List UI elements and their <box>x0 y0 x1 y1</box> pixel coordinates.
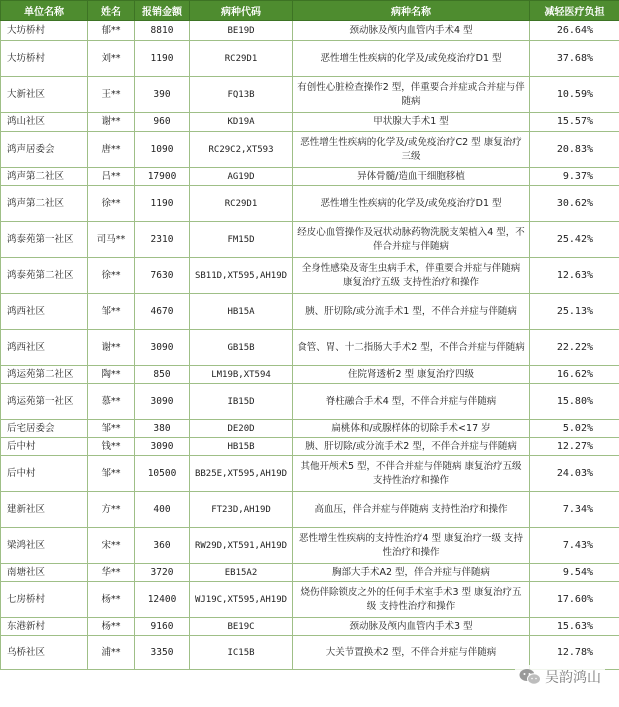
reduction-cell: 12.78% <box>530 636 619 670</box>
table-row <box>1 528 619 564</box>
unit-cell: 鸿西社区 <box>1 330 88 366</box>
name-cell: 华** <box>88 564 135 582</box>
reduction-cell: 20.83% <box>530 132 619 168</box>
code-cell: RW29D,XT591,AH19D <box>190 528 293 564</box>
disease-cell: 脊柱融合手术4 型，不伴合并症与伴随病 <box>293 384 530 420</box>
wechat-icon <box>519 668 541 686</box>
unit-cell: 鸿声居委会 <box>1 132 88 168</box>
table-row <box>1 564 619 582</box>
table-row <box>1 168 619 186</box>
table-row <box>1 258 619 294</box>
table-header-row <box>1 1 619 21</box>
disease-cell: 恶性增生性疾病的化学及/或免疫治疗C2 型 康复治疗三级 <box>293 132 530 168</box>
code-cell: HB15B <box>190 438 293 456</box>
code-cell: BB25E,XT595,AH19D <box>190 456 293 492</box>
unit-cell: 鸿运苑第一社区 <box>1 384 88 420</box>
code-cell: IB15D <box>190 384 293 420</box>
amount-cell: 8810 <box>135 21 190 41</box>
reduction-cell: 9.54% <box>530 564 619 582</box>
name-cell: 邹** <box>88 420 135 438</box>
header-name: 姓名 <box>88 1 135 21</box>
amount-cell: 3720 <box>135 564 190 582</box>
unit-cell: 后宅居委会 <box>1 420 88 438</box>
disease-cell: 大关节置换术2 型，不伴合并症与伴随病 <box>293 636 530 670</box>
reduction-cell: 15.57% <box>530 113 619 132</box>
disease-cell: 经皮心血管操作及冠状动脉药物洗脱支架植入4 型，不伴合并症与伴随病 <box>293 222 530 258</box>
table-row <box>1 618 619 636</box>
table-row <box>1 438 619 456</box>
name-cell: 杨** <box>88 582 135 618</box>
amount-cell: 10500 <box>135 456 190 492</box>
name-cell: 方** <box>88 492 135 528</box>
name-cell: 陶** <box>88 366 135 384</box>
disease-cell: 恶性增生性疾病的化学及/或免疫治疗D1 型 <box>293 186 530 222</box>
code-cell: WJ19C,XT595,AH19D <box>190 582 293 618</box>
unit-cell: 南塘社区 <box>1 564 88 582</box>
disease-cell: 有创性心脏检查操作2 型，伴重要合并症或合并症与伴随病 <box>293 77 530 113</box>
name-cell: 司马** <box>88 222 135 258</box>
code-cell: RC29D1 <box>190 41 293 77</box>
amount-cell: 3350 <box>135 636 190 670</box>
disease-cell: 胸部大手术A2 型，伴合并症与伴随病 <box>293 564 530 582</box>
amount-cell: 4670 <box>135 294 190 330</box>
unit-cell: 大新社区 <box>1 77 88 113</box>
reduction-cell: 30.62% <box>530 186 619 222</box>
unit-cell: 后中村 <box>1 438 88 456</box>
code-cell: BE19C <box>190 618 293 636</box>
table-row <box>1 41 619 77</box>
disease-cell: 异体骨髓/造血干细胞移植 <box>293 168 530 186</box>
disease-cell: 其他开颅术5 型，不伴合并症与伴随病 康复治疗五级 支持性治疗和操作 <box>293 456 530 492</box>
name-cell: 郁** <box>88 21 135 41</box>
reduction-cell: 10.59% <box>530 77 619 113</box>
table-row <box>1 77 619 113</box>
reduction-cell: 7.43% <box>530 528 619 564</box>
table-row <box>1 222 619 258</box>
code-cell: LM19B,XT594 <box>190 366 293 384</box>
name-cell: 钱** <box>88 438 135 456</box>
table-row <box>1 492 619 528</box>
name-cell: 邹** <box>88 456 135 492</box>
name-cell: 刘** <box>88 41 135 77</box>
table-row <box>1 113 619 132</box>
unit-cell: 鸿泰苑第一社区 <box>1 222 88 258</box>
reduction-cell: 12.27% <box>530 438 619 456</box>
table-row <box>1 186 619 222</box>
code-cell: RC29C2,XT593 <box>190 132 293 168</box>
name-cell: 浦** <box>88 636 135 670</box>
name-cell: 谢** <box>88 113 135 132</box>
name-cell: 谢** <box>88 330 135 366</box>
code-cell: RC29D1 <box>190 186 293 222</box>
code-cell: FM15D <box>190 222 293 258</box>
amount-cell: 7630 <box>135 258 190 294</box>
name-cell: 邹** <box>88 294 135 330</box>
name-cell: 唐** <box>88 132 135 168</box>
reduction-cell: 12.63% <box>530 258 619 294</box>
disease-cell: 甲状腺大手术1 型 <box>293 113 530 132</box>
reduction-cell: 16.62% <box>530 366 619 384</box>
disease-cell: 胰、肝切除/或分流手术2 型，不伴合并症与伴随病 <box>293 438 530 456</box>
reduction-cell: 26.64% <box>530 21 619 41</box>
disease-cell: 烧伤伴除锁皮之外的任何手术室手术3 型 康复治疗五级 支持性治疗和操作 <box>293 582 530 618</box>
code-cell: IC15B <box>190 636 293 670</box>
header-code: 病种代码 <box>190 1 293 21</box>
amount-cell: 390 <box>135 77 190 113</box>
amount-cell: 1190 <box>135 41 190 77</box>
code-cell: GB15B <box>190 330 293 366</box>
code-cell: FQ13B <box>190 77 293 113</box>
code-cell: HB15A <box>190 294 293 330</box>
reduction-cell: 22.22% <box>530 330 619 366</box>
amount-cell: 3090 <box>135 384 190 420</box>
name-cell: 宋** <box>88 528 135 564</box>
amount-cell: 1090 <box>135 132 190 168</box>
table-row <box>1 330 619 366</box>
reduction-cell: 37.68% <box>530 41 619 77</box>
amount-cell: 1190 <box>135 186 190 222</box>
unit-cell: 七房桥村 <box>1 582 88 618</box>
table-row <box>1 582 619 618</box>
amount-cell: 380 <box>135 420 190 438</box>
reduction-cell: 9.37% <box>530 168 619 186</box>
amount-cell: 3090 <box>135 438 190 456</box>
code-cell: KD19A <box>190 113 293 132</box>
unit-cell: 鸿泰苑第二社区 <box>1 258 88 294</box>
unit-cell: 大坊桥村 <box>1 21 88 41</box>
reduction-cell: 25.42% <box>530 222 619 258</box>
reduction-cell: 25.13% <box>530 294 619 330</box>
amount-cell: 960 <box>135 113 190 132</box>
name-cell: 杨** <box>88 618 135 636</box>
reduction-cell: 15.80% <box>530 384 619 420</box>
reduction-cell: 15.63% <box>530 618 619 636</box>
amount-cell: 360 <box>135 528 190 564</box>
unit-cell: 梁鸿社区 <box>1 528 88 564</box>
reduction-cell: 17.60% <box>530 582 619 618</box>
disease-cell: 恶性增生性疾病的支持性治疗4 型 康复治疗一级 支持性治疗和操作 <box>293 528 530 564</box>
disease-cell: 颈动脉及颅内血管内手术4 型 <box>293 21 530 41</box>
unit-cell: 鸿运苑第二社区 <box>1 366 88 384</box>
header-disease: 病种名称 <box>293 1 530 21</box>
reduction-cell: 24.03% <box>530 456 619 492</box>
reduction-cell: 5.02% <box>530 420 619 438</box>
unit-cell: 大坊桥村 <box>1 41 88 77</box>
unit-cell: 鸿山社区 <box>1 113 88 132</box>
header-unit: 单位名称 <box>1 1 88 21</box>
disease-cell: 胰、肝切除/或分流手术1 型，不伴合并症与伴随病 <box>293 294 530 330</box>
watermark <box>515 665 605 689</box>
name-cell: 吕** <box>88 168 135 186</box>
amount-cell: 3090 <box>135 330 190 366</box>
header-amount: 报销金额 <box>135 1 190 21</box>
unit-cell: 建新社区 <box>1 492 88 528</box>
disease-cell: 食管、胃、十二指肠大手术2 型，不伴合并症与伴随病 <box>293 330 530 366</box>
amount-cell: 400 <box>135 492 190 528</box>
disease-cell: 全身性感染及寄生虫病手术，伴重要合并症与伴随病 康复治疗五级 支持性治疗和操作 <box>293 258 530 294</box>
table-body <box>1 21 619 670</box>
header-reduction: 减轻医疗负担 <box>530 1 619 21</box>
code-cell: AG19D <box>190 168 293 186</box>
disease-cell: 住院肾透析2 型 康复治疗四级 <box>293 366 530 384</box>
disease-cell: 颈动脉及颅内血管内手术3 型 <box>293 618 530 636</box>
code-cell: EB15A2 <box>190 564 293 582</box>
code-cell: BE19D <box>190 21 293 41</box>
code-cell: FT23D,AH19D <box>190 492 293 528</box>
code-cell: SB11D,XT595,AH19D <box>190 258 293 294</box>
table-row <box>1 456 619 492</box>
unit-cell: 鸿声第二社区 <box>1 168 88 186</box>
table-row <box>1 366 619 384</box>
reduction-cell: 7.34% <box>530 492 619 528</box>
table-row <box>1 294 619 330</box>
amount-cell: 12400 <box>135 582 190 618</box>
table-row <box>1 132 619 168</box>
unit-cell: 鸿声第二社区 <box>1 186 88 222</box>
amount-cell: 2310 <box>135 222 190 258</box>
name-cell: 慕** <box>88 384 135 420</box>
table-row <box>1 21 619 41</box>
unit-cell: 鸿西社区 <box>1 294 88 330</box>
table-row <box>1 384 619 420</box>
code-cell: DE20D <box>190 420 293 438</box>
watermark-text: 吴韵鸿山 <box>545 670 601 686</box>
name-cell: 徐** <box>88 186 135 222</box>
unit-cell: 东港新村 <box>1 618 88 636</box>
disease-cell: 高血压，伴合并症与伴随病 支持性治疗和操作 <box>293 492 530 528</box>
amount-cell: 9160 <box>135 618 190 636</box>
amount-cell: 17900 <box>135 168 190 186</box>
name-cell: 王** <box>88 77 135 113</box>
table-row <box>1 420 619 438</box>
name-cell: 徐** <box>88 258 135 294</box>
unit-cell: 后中村 <box>1 456 88 492</box>
unit-cell: 乌桥社区 <box>1 636 88 670</box>
amount-cell: 850 <box>135 366 190 384</box>
disease-cell: 恶性增生性疾病的化学及/或免疫治疗D1 型 <box>293 41 530 77</box>
disease-cell: 扁桃体和/或腺样体的切除手术<17 岁 <box>293 420 530 438</box>
